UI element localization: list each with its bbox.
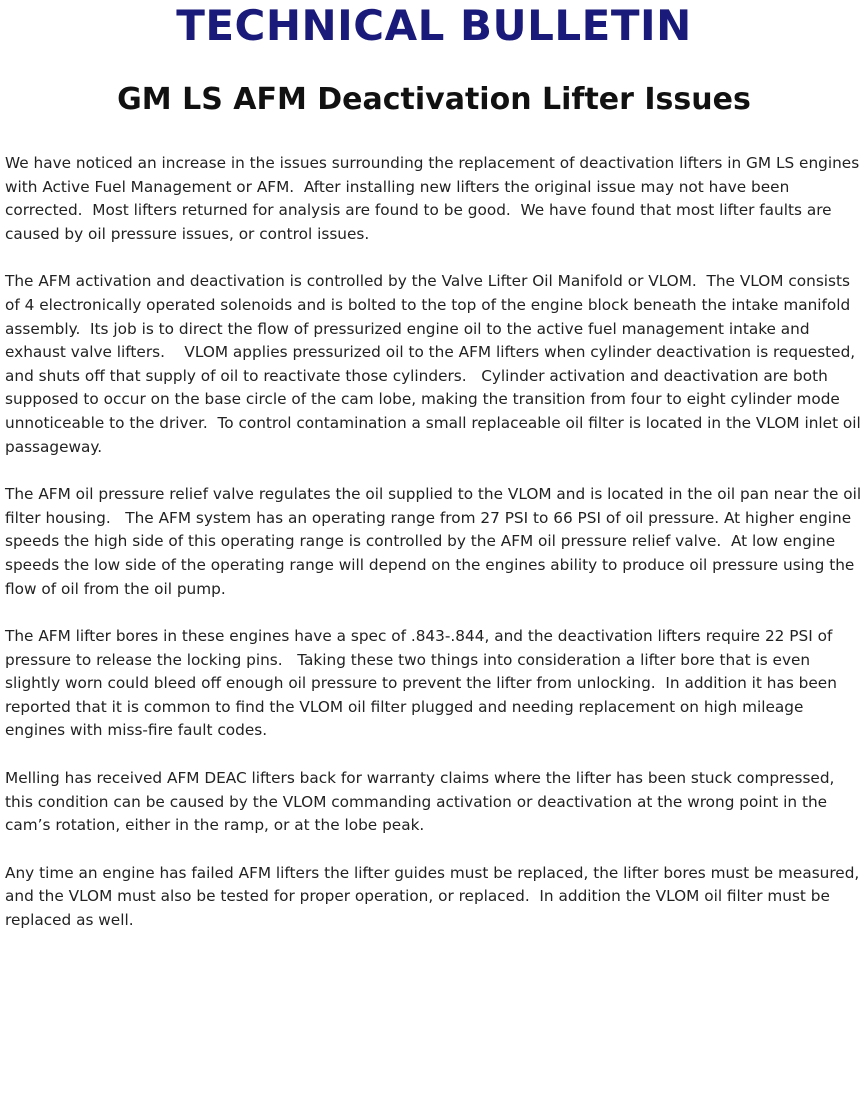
paragraph-relief-valve: The AFM oil pressure relief valve regulates the oil supplied to the VLOM and is located in the oil pan near the oil filter housing. The AFM system has an operating range from 27 PSI to 66 PSI of oil pressure. At higher engine speeds the high side of this operating range is controlled by the AFM oil pressure relief valve. At low engine speeds the low side of the operating range will depend on the engines ability to produce oil pressure using the flow of oil from the oil pump.	[5, 485, 866, 598]
bulletin-subtitle: GM LS AFM Deactivation Lifter Issues	[117, 82, 751, 117]
bulletin-body	[5, 152, 865, 957]
paragraph-intro: We have noticed an increase in the issues surrounding the replacement of deactivation lifters in GM LS engines with Active Fuel Management or AFM. After installing new lifters the original issue may not have been corrected. Most lifters returned for analysis are found to be good. We have found that most lifter faults are caused by oil pressure issues, or control issues.	[5, 154, 865, 243]
paragraph-warranty: Melling has received AFM DEAC lifters back for warranty claims where the lifter has been stuck compressed, this condition can be caused by the VLOM commanding activation or deactivation at the wrong point in the cam’s rotation, either in the ramp, or at the lobe peak.	[5, 769, 840, 835]
paragraph-lifter-bores: The AFM lifter bores in these engines have a spec of .843-.844, and the deactivation lifters require 22 PSI of pressure to release the locking pins. Taking these two things into consideration a lifter bore that is even slightly worn could bleed off enough oil pressure to prevent the lifter from unlocking. In addition it has been reported that it is common to find the VLOM oil filter plugged and needing replacement on high mileage engines with miss-fire fault codes.	[5, 627, 842, 740]
paragraph-vlom: The AFM activation and deactivation is controlled by the Valve Lifter Oil Manifold or VLOM. The VLOM consists of 4 electronically operated solenoids and is bolted to the top of the engine block beneath the intake manifold assembly. Its job is to direct the flow of pressurized engine oil to the active fuel management intake and exhaust valve lifters. VLOM applies pressurized oil to the AFM lifters when cylinder deactivation is requested, and shuts off that supply of oil to reactivate those cylinders. Cylinder activation and deactivation are both supposed to occur on the base circle of the cam lobe, making the transition from four to eight cylinder mode unnoticeable to the driver. To control contamination a small replaceable oil filter is located in the VLOM inlet oil passageway.	[5, 272, 866, 456]
bulletin-title: TECHNICAL BULLETIN	[176, 1, 692, 50]
paragraph-replacement: Any time an engine has failed AFM lifters the lifter guides must be replaced, the lifter bores must be measured, and the VLOM must also be tested for proper operation, or replaced. In addition the VLOM oil filter must be replaced as well.	[5, 863, 865, 930]
